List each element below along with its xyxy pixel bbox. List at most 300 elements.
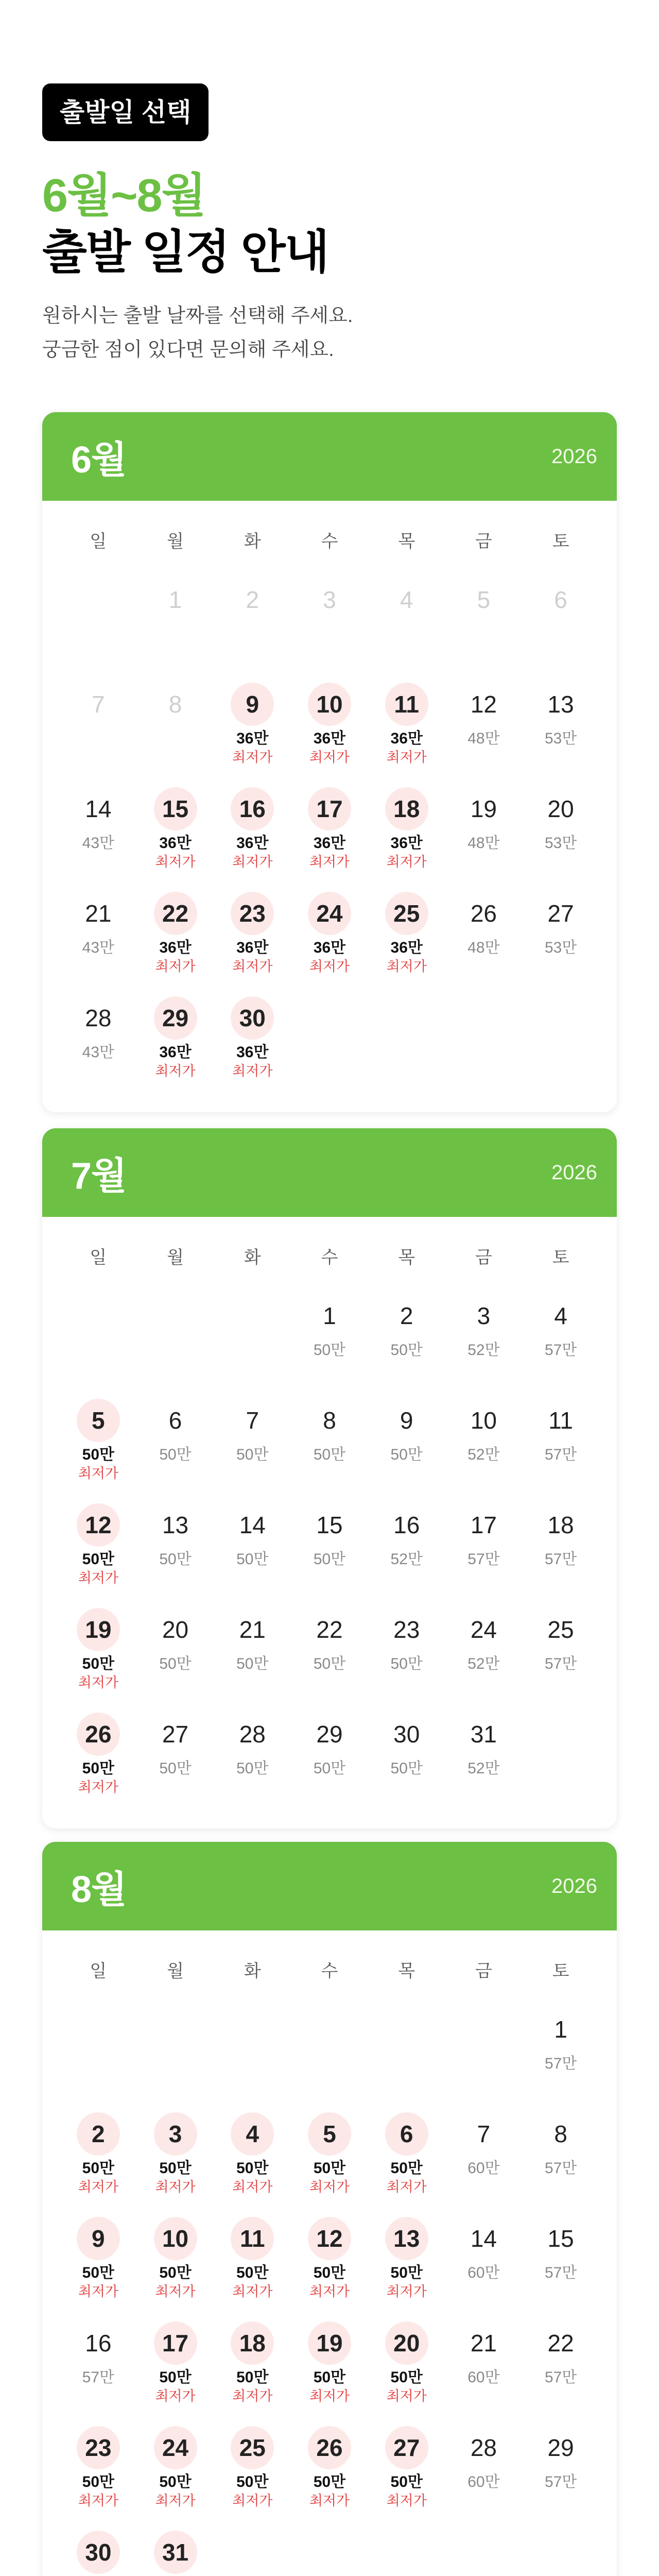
- lowest-price-label: 최저가: [78, 1570, 118, 1586]
- weekday-label: 화: [244, 531, 261, 551]
- day-price: 50만: [390, 1655, 423, 1672]
- day-grid: [42, 578, 617, 1112]
- day-number: 27: [385, 2426, 428, 2469]
- day-number: 20: [162, 1616, 189, 1643]
- day-price: 50만: [82, 2160, 115, 2177]
- hero-subtitle: 6월~8월: [42, 170, 205, 222]
- day-number: 29: [154, 996, 197, 1040]
- day-cell[interactable]: [214, 1713, 291, 1817]
- day-number: 5: [77, 1399, 120, 1442]
- lowest-price-label: 최저가: [232, 854, 273, 870]
- day-cell[interactable]: [368, 683, 445, 787]
- lowest-price-label: 최저가: [309, 854, 350, 870]
- day-cell[interactable]: [60, 1399, 137, 1503]
- day-price: 53만: [544, 835, 577, 852]
- day-price: 48만: [467, 835, 500, 852]
- day-price: 48만: [467, 939, 500, 956]
- day-cell[interactable]: [137, 2321, 214, 2426]
- day-price: 50만: [236, 1551, 269, 1568]
- day-cell[interactable]: [522, 787, 599, 892]
- day-cell[interactable]: [214, 2426, 291, 2531]
- day-cell[interactable]: [214, 996, 291, 1101]
- day-cell[interactable]: [368, 1608, 445, 1713]
- day-cell[interactable]: [291, 2321, 368, 2426]
- day-price: 52만: [467, 1446, 500, 1463]
- day-price: 50만: [313, 1760, 346, 1777]
- month-card: [42, 1128, 617, 1828]
- day-number: 3: [154, 2112, 197, 2156]
- day-cell[interactable]: [137, 892, 214, 996]
- empty-cell: [60, 578, 137, 683]
- day-number: 10: [470, 1407, 497, 1434]
- day-price: 57만: [544, 1655, 577, 1672]
- description-line-1: 원하시는 출발 날짜를 선택해 주세요.: [42, 305, 353, 327]
- day-price: 43만: [82, 1044, 115, 1061]
- day-cell[interactable]: [522, 2426, 599, 2531]
- day-cell[interactable]: [445, 892, 523, 996]
- day-cell[interactable]: [214, 892, 291, 996]
- day-cell[interactable]: [522, 2217, 599, 2321]
- day-number: 13: [547, 691, 574, 718]
- weekday-row: [42, 1217, 617, 1294]
- day-cell[interactable]: [60, 2426, 137, 2531]
- day-number: 29: [316, 1721, 343, 1748]
- day-price: 50만: [82, 1551, 115, 1568]
- day-cell[interactable]: [291, 1294, 368, 1399]
- day-number: 9: [400, 1407, 413, 1434]
- month-name: 8월: [71, 1869, 127, 1910]
- day-cell: [368, 578, 445, 683]
- day-price: 43만: [82, 939, 115, 956]
- day-cell[interactable]: [137, 1713, 214, 1817]
- empty-cell: [291, 2008, 368, 2112]
- day-number: 24: [470, 1616, 497, 1643]
- day-cell[interactable]: [137, 2217, 214, 2321]
- day-cell[interactable]: [137, 787, 214, 892]
- lowest-price-label: 최저가: [155, 854, 196, 870]
- day-price: 50만: [159, 2473, 192, 2490]
- day-price: 36만: [313, 730, 346, 747]
- day-cell[interactable]: [291, 2217, 368, 2321]
- day-cell[interactable]: [137, 2531, 214, 2576]
- day-number: 11: [548, 1407, 573, 1434]
- day-price: 36만: [159, 939, 192, 956]
- day-number: 22: [154, 892, 197, 935]
- day-cell[interactable]: [522, 1399, 599, 1503]
- day-number: 6: [168, 1407, 182, 1434]
- lowest-price-label: 최저가: [386, 2493, 427, 2509]
- weekday-label: 금: [475, 531, 492, 551]
- day-price: 36만: [390, 730, 423, 747]
- day-number: 22: [316, 1616, 343, 1643]
- day-number: 4: [400, 586, 413, 613]
- day-number: 21: [239, 1616, 266, 1643]
- day-cell[interactable]: [214, 683, 291, 787]
- weekday-label: 화: [244, 1961, 261, 1981]
- day-cell: [291, 578, 368, 683]
- day-number: 26: [77, 1713, 120, 1756]
- day-price: 50만: [390, 2264, 423, 2281]
- day-number: 20: [547, 795, 574, 822]
- day-cell[interactable]: [368, 1713, 445, 1817]
- day-cell[interactable]: [214, 1503, 291, 1608]
- day-cell[interactable]: [291, 1713, 368, 1817]
- description-line-2: 궁금한 점이 있다면 문의해 주세요.: [42, 339, 334, 361]
- day-number: 17: [308, 787, 351, 831]
- day-price: 50만: [390, 2160, 423, 2177]
- month-header: [42, 1128, 617, 1217]
- lowest-price-label: 최저가: [386, 959, 427, 974]
- day-price: 50만: [390, 2473, 423, 2490]
- day-cell[interactable]: [291, 683, 368, 787]
- description: [42, 299, 617, 367]
- day-cell[interactable]: [368, 2112, 445, 2217]
- day-number: 5: [308, 2112, 351, 2156]
- lowest-price-label: 최저가: [386, 750, 427, 765]
- day-number: 16: [393, 1512, 420, 1538]
- day-number: 14: [470, 2225, 497, 2252]
- lowest-price-label: 최저가: [78, 1466, 118, 1481]
- day-price: 36만: [236, 730, 269, 747]
- day-price: 60만: [467, 2264, 500, 2281]
- day-cell[interactable]: [291, 892, 368, 996]
- day-cell: [60, 683, 137, 787]
- day-cell[interactable]: [445, 683, 523, 787]
- day-number: 23: [231, 892, 274, 935]
- day-number: 8: [554, 2121, 567, 2147]
- day-price: 60만: [467, 2160, 500, 2177]
- day-price: 36만: [159, 835, 192, 852]
- day-cell[interactable]: [522, 683, 599, 787]
- day-price: 57만: [544, 2264, 577, 2281]
- day-price: 50만: [159, 2369, 192, 2386]
- weekday-label: 목: [398, 1247, 415, 1267]
- weekday-label: 목: [398, 531, 415, 551]
- day-cell[interactable]: [368, 1503, 445, 1608]
- empty-cell: [60, 2008, 137, 2112]
- day-number: 16: [85, 2330, 112, 2357]
- lowest-price-label: 최저가: [232, 2388, 273, 2404]
- day-price: 57만: [82, 2369, 115, 2386]
- lowest-price-label: 최저가: [309, 2388, 350, 2404]
- weekday-label: 수: [321, 1247, 338, 1267]
- day-price: 36만: [390, 835, 423, 852]
- day-price: 50만: [390, 1446, 423, 1463]
- day-price: 50만: [159, 1446, 192, 1463]
- day-price: 50만: [159, 1551, 192, 1568]
- weekday-label: 월: [167, 1961, 184, 1981]
- day-number: 31: [470, 1721, 497, 1748]
- day-number: 12: [77, 1503, 120, 1547]
- weekday-label: 금: [475, 1247, 492, 1267]
- empty-cell: [368, 2008, 445, 2112]
- lowest-price-label: 최저가: [309, 959, 350, 974]
- day-number: 20: [385, 2321, 428, 2365]
- lowest-price-label: 최저가: [78, 2284, 118, 2299]
- month-card: [42, 1842, 617, 2576]
- day-cell[interactable]: [445, 1399, 523, 1503]
- lowest-price-label: 최저가: [78, 2179, 118, 2195]
- day-number: 17: [154, 2321, 197, 2365]
- day-cell[interactable]: [214, 2321, 291, 2426]
- day-cell[interactable]: [445, 2112, 523, 2217]
- lowest-price-label: 최저가: [232, 2493, 273, 2509]
- day-number: 6: [385, 2112, 428, 2156]
- day-cell[interactable]: [445, 1294, 523, 1399]
- lowest-price-label: 최저가: [155, 959, 196, 974]
- lowest-price-label: 최저가: [386, 2179, 427, 2195]
- day-cell[interactable]: [214, 787, 291, 892]
- day-cell[interactable]: [214, 1399, 291, 1503]
- day-price: 50만: [313, 1446, 346, 1463]
- empty-cell: [214, 1294, 291, 1399]
- day-number: 16: [231, 787, 274, 831]
- day-cell[interactable]: [368, 2321, 445, 2426]
- day-cell[interactable]: [60, 1713, 137, 1817]
- day-cell[interactable]: [137, 1399, 214, 1503]
- day-cell[interactable]: [60, 787, 137, 892]
- lowest-price-label: 최저가: [309, 2284, 350, 2299]
- weekday-label: 토: [552, 1247, 569, 1267]
- day-price: 50만: [313, 1655, 346, 1672]
- day-cell[interactable]: [368, 2426, 445, 2531]
- day-number: 9: [77, 2217, 120, 2260]
- day-number: 24: [154, 2426, 197, 2469]
- day-price: 50만: [159, 2160, 192, 2177]
- day-number: 9: [231, 683, 274, 726]
- day-cell: [445, 578, 523, 683]
- day-price: 57만: [544, 2055, 577, 2072]
- day-number: 10: [308, 683, 351, 726]
- day-number: 22: [547, 2330, 574, 2357]
- day-price: 50만: [82, 1760, 115, 1777]
- day-price: 50만: [236, 2160, 269, 2177]
- day-price: 50만: [159, 2264, 192, 2281]
- day-number: 27: [162, 1721, 189, 1748]
- day-number: 19: [470, 795, 497, 822]
- month-year: 2026: [551, 1874, 597, 1897]
- day-cell[interactable]: [291, 2112, 368, 2217]
- day-cell[interactable]: [368, 892, 445, 996]
- day-price: 52만: [390, 1551, 423, 1568]
- day-price: 36만: [390, 939, 423, 956]
- day-number: 14: [85, 795, 112, 822]
- day-price: 57만: [544, 1342, 577, 1359]
- day-cell[interactable]: [291, 1608, 368, 1713]
- day-number: 2: [400, 1302, 413, 1329]
- weekday-label: 일: [90, 531, 107, 551]
- day-price: 60만: [467, 2473, 500, 2490]
- weekday-label: 화: [244, 1247, 261, 1267]
- day-number: 7: [477, 2121, 491, 2147]
- day-number: 25: [385, 892, 428, 935]
- day-cell[interactable]: [291, 1503, 368, 1608]
- day-cell[interactable]: [522, 1608, 599, 1713]
- weekday-label: 토: [552, 531, 569, 551]
- lowest-price-label: 최저가: [155, 2284, 196, 2299]
- day-price: 43만: [82, 835, 115, 852]
- day-cell[interactable]: [522, 892, 599, 996]
- day-number: 14: [239, 1512, 266, 1538]
- day-number: 25: [231, 2426, 274, 2469]
- day-number: 29: [547, 2434, 574, 2461]
- day-cell[interactable]: [214, 1608, 291, 1713]
- day-cell[interactable]: [60, 892, 137, 996]
- day-number: 8: [323, 1407, 336, 1434]
- day-cell[interactable]: [445, 1713, 523, 1817]
- day-price: 50만: [236, 1760, 269, 1777]
- day-price: 36만: [159, 1044, 192, 1061]
- weekday-label: 월: [167, 531, 184, 551]
- day-number: 2: [77, 2112, 120, 2156]
- day-price: 53만: [544, 939, 577, 956]
- day-number: 19: [308, 2321, 351, 2365]
- lowest-price-label: 최저가: [309, 2493, 350, 2509]
- weekday-label: 수: [321, 1961, 338, 1981]
- weekday-label: 목: [398, 1961, 415, 1981]
- day-price: 50만: [82, 1446, 115, 1463]
- day-cell[interactable]: [445, 1608, 523, 1713]
- day-cell[interactable]: [445, 1503, 523, 1608]
- day-number: 1: [554, 2016, 567, 2043]
- weekday-label: 일: [90, 1961, 107, 1981]
- day-cell[interactable]: [291, 787, 368, 892]
- weekday-label: 일: [90, 1247, 107, 1267]
- day-cell[interactable]: [137, 1608, 214, 1713]
- day-cell[interactable]: [137, 2426, 214, 2531]
- month-header: [42, 1842, 617, 1930]
- day-cell[interactable]: [522, 2321, 599, 2426]
- day-cell: [137, 578, 214, 683]
- day-number: 6: [554, 586, 567, 613]
- month-year: 2026: [551, 445, 597, 468]
- day-cell[interactable]: [137, 2112, 214, 2217]
- day-grid: [42, 2008, 617, 2576]
- day-cell: [137, 683, 214, 787]
- day-number: 8: [168, 691, 182, 718]
- month-header: [42, 412, 617, 501]
- empty-cell: [214, 2008, 291, 2112]
- day-cell[interactable]: [60, 2321, 137, 2426]
- day-cell[interactable]: [368, 787, 445, 892]
- day-price: 50만: [313, 2369, 346, 2386]
- weekday-row: [42, 501, 617, 578]
- day-price: 53만: [544, 730, 577, 747]
- day-price: 50만: [159, 1760, 192, 1777]
- day-price: 50만: [236, 1655, 269, 1672]
- day-number: 18: [385, 787, 428, 831]
- lowest-price-label: 최저가: [155, 2179, 196, 2195]
- day-number: 4: [231, 2112, 274, 2156]
- day-number: 7: [92, 691, 105, 718]
- day-price: 50만: [390, 1760, 423, 1777]
- day-price: 50만: [236, 2473, 269, 2490]
- day-cell[interactable]: [522, 2112, 599, 2217]
- lowest-price-label: 최저가: [232, 750, 273, 765]
- day-number: 10: [154, 2217, 197, 2260]
- day-cell[interactable]: [445, 2321, 523, 2426]
- day-price: 57만: [544, 1551, 577, 1568]
- lowest-price-label: 최저가: [78, 1675, 118, 1690]
- day-price: 50만: [236, 1446, 269, 1463]
- day-number: 12: [470, 691, 497, 718]
- day-price: 50만: [390, 2369, 423, 2386]
- lowest-price-label: 최저가: [386, 2284, 427, 2299]
- day-cell[interactable]: [60, 996, 137, 1101]
- day-price: 50만: [313, 1551, 346, 1568]
- weekday-label: 수: [321, 531, 338, 551]
- day-price: 48만: [467, 730, 500, 747]
- day-number: 28: [85, 1005, 112, 1031]
- day-cell[interactable]: [445, 787, 523, 892]
- lowest-price-label: 최저가: [232, 2179, 273, 2195]
- day-cell[interactable]: [60, 2531, 137, 2576]
- day-price: 52만: [467, 1342, 500, 1359]
- day-cell: [214, 578, 291, 683]
- day-number: 15: [316, 1512, 343, 1538]
- day-cell[interactable]: [60, 1608, 137, 1713]
- day-cell[interactable]: [60, 1503, 137, 1608]
- day-number: 13: [162, 1512, 189, 1538]
- day-cell[interactable]: [368, 2217, 445, 2321]
- day-cell: [522, 578, 599, 683]
- day-cell[interactable]: [522, 1503, 599, 1608]
- day-price: 52만: [467, 1760, 500, 1777]
- day-price: 50만: [313, 1342, 346, 1359]
- day-price: 36만: [313, 939, 346, 956]
- day-number: 30: [393, 1721, 420, 1748]
- day-number: 28: [239, 1721, 266, 1748]
- day-cell[interactable]: [291, 1399, 368, 1503]
- day-number: 12: [308, 2217, 351, 2260]
- lowest-price-label: 최저가: [309, 750, 350, 765]
- day-cell[interactable]: [368, 1294, 445, 1399]
- day-price: 57만: [467, 1551, 500, 1568]
- weekday-label: 월: [167, 1247, 184, 1267]
- day-cell[interactable]: [60, 2112, 137, 2217]
- day-cell[interactable]: [137, 996, 214, 1101]
- month-name: 7월: [71, 1156, 127, 1197]
- day-cell[interactable]: [137, 1503, 214, 1608]
- day-price: 57만: [544, 2160, 577, 2177]
- lowest-price-label: 최저가: [309, 2179, 350, 2195]
- day-price: 50만: [82, 1655, 115, 1672]
- day-cell[interactable]: [291, 2426, 368, 2531]
- day-number: 1: [323, 1302, 336, 1329]
- day-cell[interactable]: [445, 2217, 523, 2321]
- month-name: 6월: [71, 439, 127, 481]
- day-grid: [42, 1294, 617, 1828]
- day-cell[interactable]: [522, 1294, 599, 1399]
- lowest-price-label: 최저가: [386, 2388, 427, 2404]
- day-number: 18: [547, 1512, 574, 1538]
- day-price: 57만: [544, 2369, 577, 2386]
- day-number: 1: [168, 586, 182, 613]
- day-number: 23: [77, 2426, 120, 2469]
- day-cell[interactable]: [214, 2112, 291, 2217]
- day-cell[interactable]: [368, 1399, 445, 1503]
- day-cell[interactable]: [214, 2217, 291, 2321]
- day-cell[interactable]: [522, 2008, 599, 2112]
- day-number: 27: [547, 900, 574, 927]
- empty-cell: [137, 2008, 214, 2112]
- day-number: 15: [154, 787, 197, 831]
- empty-cell: [137, 1294, 214, 1399]
- day-cell[interactable]: [60, 2217, 137, 2321]
- day-cell[interactable]: [445, 2426, 523, 2531]
- day-price: 50만: [390, 1342, 423, 1359]
- day-price: 50만: [236, 2264, 269, 2281]
